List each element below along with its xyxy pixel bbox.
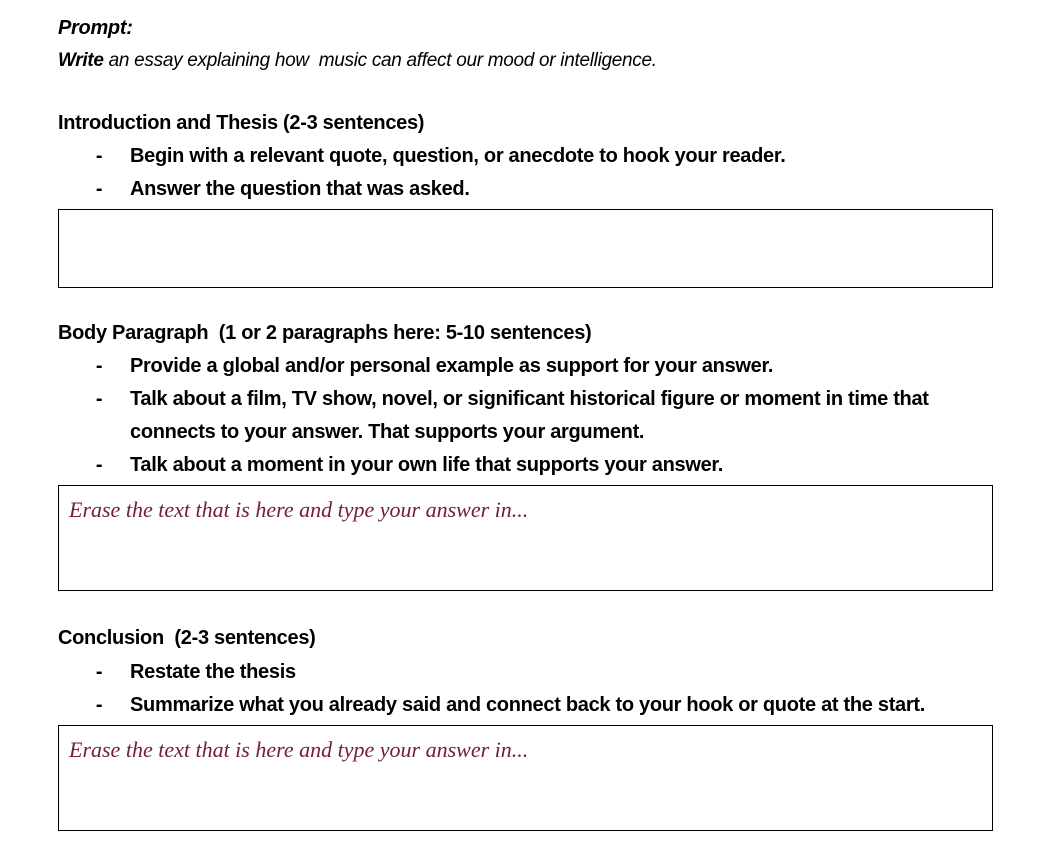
list-item xyxy=(58,140,998,173)
body-answer-box[interactable] xyxy=(58,485,993,591)
conclusion-bullets xyxy=(58,656,998,722)
bullet-dash: - xyxy=(95,178,103,200)
bullet-text: Talk about a moment in your own life that supports your answer. xyxy=(130,454,724,476)
bullet-dash: - xyxy=(95,355,103,377)
body-bullets xyxy=(58,350,998,482)
list-item xyxy=(58,350,998,383)
bullet-text: Restate the thesis xyxy=(130,661,296,683)
bullet-dash: - xyxy=(95,454,103,476)
bullet-text: Begin with a relevant quote, question, or anecdote to hook your reader. xyxy=(130,145,786,167)
introduction-bullets xyxy=(58,140,998,206)
list-item xyxy=(58,173,998,206)
prompt-lead: Write xyxy=(58,50,104,71)
bullet-text: Summarize what you already said and connect back to your hook or quote at the start. xyxy=(130,694,925,716)
introduction-heading: Introduction and Thesis (2-3 sentences) xyxy=(58,112,425,134)
body-heading: Body Paragraph (1 or 2 paragraphs here: 5-10 sentences) xyxy=(58,322,592,344)
bullet-text: Provide a global and/or personal example as support for your answer. xyxy=(130,355,774,377)
bullet-dash: - xyxy=(95,388,103,410)
list-item xyxy=(58,449,998,482)
conclusion-answer-text[interactable]: Erase the text that is here and type your answer in... xyxy=(69,737,529,762)
prompt-heading: Prompt: xyxy=(58,17,133,39)
bullet-text: Talk about a film, TV show, novel, or significant historical figure or moment in time that connects to your answer. That supports your argument. xyxy=(130,388,929,443)
prompt-body: an essay explaining how music can affect our mood or intelligence. xyxy=(103,50,657,71)
conclusion-answer-box[interactable] xyxy=(58,725,993,831)
introduction-answer-box[interactable] xyxy=(58,209,993,288)
bullet-dash: - xyxy=(95,661,103,683)
prompt-text xyxy=(58,50,657,72)
list-item xyxy=(58,383,998,449)
bullet-dash: - xyxy=(95,145,103,167)
bullet-dash: - xyxy=(95,694,103,716)
conclusion-heading: Conclusion (2-3 sentences) xyxy=(58,627,316,649)
list-item xyxy=(58,689,998,722)
body-answer-text[interactable]: Erase the text that is here and type your answer in... xyxy=(69,497,529,522)
bullet-text: Answer the question that was asked. xyxy=(130,178,470,200)
list-item xyxy=(58,656,998,689)
